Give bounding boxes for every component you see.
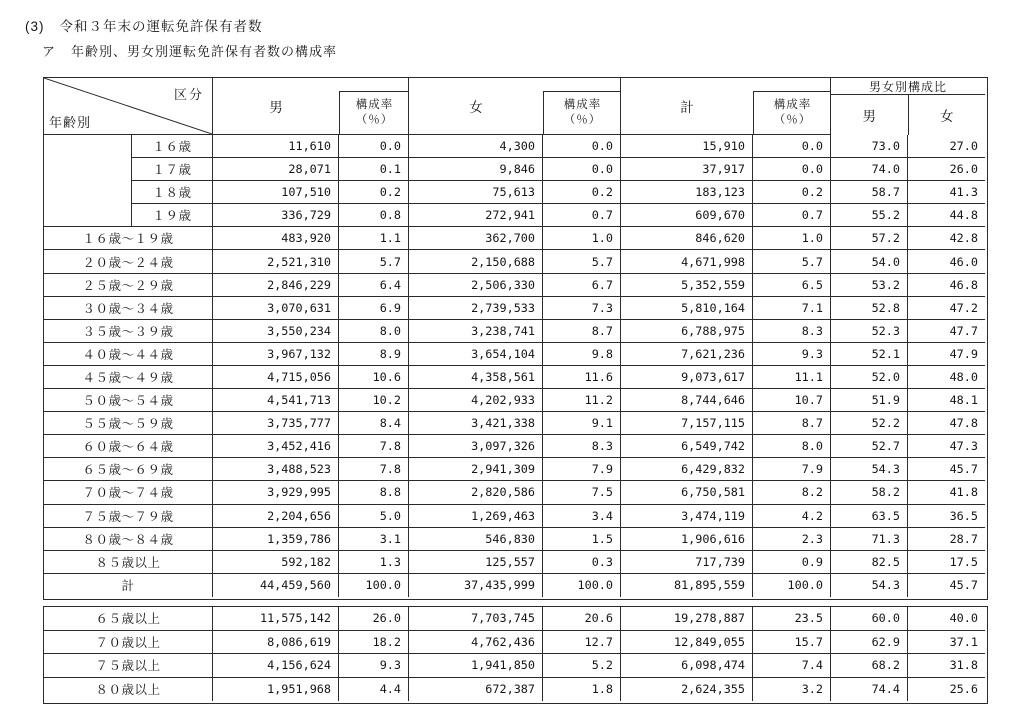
cell-ratio-male: 63.5 [831,505,908,528]
cell-total: 3,474,119 [621,505,753,528]
cell-ratio-male: 74.4 [831,678,908,702]
cell-male-rate: 26.0 [339,607,409,631]
cell-total-rate: 8.3 [753,320,831,343]
cell-total-rate: 5.7 [753,250,831,273]
row-label: １８歳 [132,181,213,204]
sub-heading [42,41,337,60]
cell-total-rate: 23.5 [753,607,831,631]
cell-male: 8,086,619 [213,631,339,655]
cell-total: 717,739 [621,551,753,574]
cell-ratio-female: 48.1 [908,389,985,412]
cell-total-rate: 10.7 [753,389,831,412]
cell-ratio-female: 46.8 [908,274,985,297]
cell-female: 2,506,330 [409,274,543,297]
cell-total-rate: 7.4 [753,654,831,678]
cell-total: 609,670 [621,204,753,227]
cell-female: 4,300 [409,135,543,158]
row-indent-spacer [44,181,132,204]
cell-female: 4,762,436 [409,631,543,655]
cell-female-rate: 1.8 [543,678,621,702]
cell-total: 9,073,617 [621,366,753,389]
cell-female: 7,703,745 [409,607,543,631]
table-row [44,135,987,158]
table-row [44,366,987,389]
cell-ratio-female: 26.0 [908,158,985,181]
cell-male-rate: 5.0 [339,505,409,528]
header-band [213,78,831,135]
cell-total: 15,910 [621,135,753,158]
cell-total: 183,123 [621,181,753,204]
cell-ratio-female: 47.8 [908,412,985,435]
cell-male-rate: 8.4 [339,412,409,435]
cell-ratio-male: 52.3 [831,320,908,343]
gender-ratio-female-header: 女 [940,109,954,124]
cell-total-rate: 9.3 [753,343,831,366]
cell-ratio-female: 42.8 [908,227,985,250]
cell-male-rate: 100.0 [339,574,409,597]
cell-female-rate: 100.0 [543,574,621,597]
rate-text-line2: （％） [773,114,812,126]
cell-female-rate: 0.0 [543,158,621,181]
cell-total: 6,429,832 [621,458,753,481]
cell-female: 2,820,586 [409,481,543,504]
cell-ratio-female: 45.7 [908,458,985,481]
cell-male-rate: 1.3 [339,551,409,574]
cell-ratio-female: 40.0 [908,607,985,631]
cell-female-rate: 5.7 [543,250,621,273]
cell-ratio-female: 47.7 [908,320,985,343]
cell-female-rate: 5.2 [543,654,621,678]
cell-male-rate: 4.4 [339,678,409,702]
row-label: ６０歳～６４歳 [44,435,213,458]
cell-ratio-male: 52.8 [831,297,908,320]
table-corner-cell [44,78,213,135]
row-label: ２０歳～２４歳 [44,250,213,273]
cell-female-rate: 9.8 [543,343,621,366]
cell-total-rate: 2.3 [753,528,831,551]
cell-total: 7,157,115 [621,412,753,435]
row-label: １９歳 [132,204,213,227]
cell-ratio-male: 53.2 [831,274,908,297]
cell-female-rate: 1.0 [543,227,621,250]
cell-male: 1,359,786 [213,528,339,551]
table-row [44,389,987,412]
cell-female: 2,941,309 [409,458,543,481]
header-rate-female [543,91,621,134]
gender-ratio-subheader [831,95,985,135]
cell-ratio-male: 68.2 [831,654,908,678]
cell-male: 3,967,132 [213,343,339,366]
table-row [44,297,987,320]
cell-ratio-female: 36.5 [908,505,985,528]
cell-female-rate: 7.5 [543,481,621,504]
cell-ratio-male: 51.9 [831,389,908,412]
cell-ratio-male: 54.0 [831,250,908,273]
row-label: １７歳 [132,158,213,181]
elderly-summary-table [43,606,988,704]
table-row [44,158,987,181]
row-label: ６５歳以上 [44,607,213,631]
cell-total-rate: 0.2 [753,181,831,204]
cell-female: 3,421,338 [409,412,543,435]
cell-ratio-male: 71.3 [831,528,908,551]
cell-male: 3,550,234 [213,320,339,343]
cell-male: 4,156,624 [213,654,339,678]
row-label: ６５歳～６９歳 [44,458,213,481]
cell-total: 19,278,887 [621,607,753,631]
gender-ratio-male-header: 男 [831,95,909,135]
cell-female: 4,202,933 [409,389,543,412]
cell-male-rate: 0.0 [339,135,409,158]
cell-female: 672,387 [409,678,543,702]
table-row [44,654,987,678]
table-row [44,204,987,227]
cell-total-rate: 0.0 [753,158,831,181]
cell-female-rate: 0.2 [543,181,621,204]
table-row [44,551,987,574]
cell-male-rate: 6.4 [339,274,409,297]
cell-ratio-male: 54.3 [831,574,908,597]
row-indent-spacer [44,158,132,181]
cell-male: 44,459,560 [213,574,339,597]
cell-ratio-female: 45.7 [949,578,978,593]
cell-total: 37,917 [621,158,753,181]
license-holders-table [43,77,988,600]
cell-total: 12,849,055 [621,631,753,655]
cell-male-rate: 7.8 [339,458,409,481]
cell-male-rate: 7.8 [339,435,409,458]
row-label: ３５歳～３９歳 [44,320,213,343]
cell-female: 2,150,688 [409,250,543,273]
cell-ratio-male: 52.1 [831,343,908,366]
cell-male: 3,735,777 [213,412,339,435]
rate-text-line2: （％） [563,114,602,126]
cell-female: 9,846 [409,158,543,181]
cell-female-rate: 20.6 [543,607,621,631]
cell-female-rate: 8.7 [543,320,621,343]
cell-female: 3,654,104 [409,343,543,366]
rate-text-line2: （％） [355,114,394,126]
row-label: １６歳～１９歳 [44,227,213,250]
cell-total-rate: 11.1 [753,366,831,389]
row-label: ８０歳～８４歳 [44,528,213,551]
table-row [44,607,987,631]
rate-text-line1: 構成率 [355,99,394,112]
cell-male: 336,729 [213,204,339,227]
row-label: ５５歳～５９歳 [44,412,213,435]
cell-male: 4,541,713 [213,389,339,412]
cell-male-rate: 0.2 [339,181,409,204]
cell-female: 1,941,850 [409,654,543,678]
cell-total-rate: 8.7 [753,412,831,435]
cell-male: 28,071 [213,158,339,181]
cell-male-rate: 8.9 [339,343,409,366]
cell-total-rate: 8.2 [753,481,831,504]
cell-male: 592,182 [213,551,339,574]
cell-ratio-male: 74.0 [831,158,908,181]
row-label: ４０歳～４４歳 [44,343,213,366]
table-row [44,274,987,297]
cell-ratio-female: 25.6 [949,682,978,697]
cell-female: 125,557 [409,551,543,574]
cell-ratio-male: 58.7 [831,181,908,204]
rate-text-line1: 構成率 [773,99,812,112]
cell-male: 3,452,416 [213,435,339,458]
cell-total: 5,352,559 [621,274,753,297]
table-header [44,78,987,135]
cell-male: 11,610 [213,135,339,158]
cell-male-rate: 0.8 [339,204,409,227]
cell-total: 6,750,581 [621,481,753,504]
cell-ratio-female: 41.8 [908,481,985,504]
table-row [44,320,987,343]
cell-female-rate: 11.6 [543,366,621,389]
table-row [44,458,987,481]
cell-female-rate: 7.3 [543,297,621,320]
cell-male-rate: 5.7 [339,250,409,273]
cell-male: 2,846,229 [213,274,339,297]
corner-division-label: 区分 [173,87,204,102]
cell-ratio-female: 27.0 [908,135,985,158]
cell-male: 3,929,995 [213,481,339,504]
cell-ratio-female: 28.7 [908,528,985,551]
cell-male: 2,204,656 [213,505,339,528]
cell-male-rate: 6.9 [339,297,409,320]
table-row [44,181,987,204]
cell-total-rate: 1.0 [753,227,831,250]
cell-ratio-male: 57.2 [831,227,908,250]
cell-ratio-female: 17.5 [908,551,985,574]
cell-ratio-male: 52.0 [831,366,908,389]
cell-total-rate: 0.0 [753,135,831,158]
cell-male-rate: 0.1 [339,158,409,181]
cell-ratio-male: 55.2 [831,204,908,227]
section-number: (3) [25,19,45,34]
row-indent-spacer [44,204,132,227]
table-row [44,227,987,250]
cell-ratio-female: 41.3 [908,181,985,204]
cell-ratio-female: 48.0 [908,366,985,389]
row-label: ７０歳～７４歳 [44,481,213,504]
cell-male-rate: 10.6 [339,366,409,389]
cell-male: 3,070,631 [213,297,339,320]
table-row [44,631,987,655]
row-label: ７０歳以上 [44,631,213,655]
cell-total: 2,624,355 [621,678,753,702]
cell-female-rate: 8.3 [543,435,621,458]
table-row [44,412,987,435]
row-label: ２５歳～２９歳 [44,274,213,297]
cell-ratio-male: 60.0 [831,607,908,631]
table-row [44,343,987,366]
rate-text-line1: 構成率 [563,99,602,112]
cell-total-rate: 7.9 [753,458,831,481]
cell-ratio-female: 46.0 [908,250,985,273]
gender-ratio-title: 男女別構成比 [831,78,985,95]
cell-male: 1,951,968 [213,678,339,702]
cell-female: 272,941 [409,204,543,227]
cell-female-rate: 6.7 [543,274,621,297]
row-label: ８５歳以上 [44,551,213,574]
cell-ratio-female: 47.2 [908,297,985,320]
cell-total-rate: 100.0 [753,574,831,597]
cell-female-rate: 7.9 [543,458,621,481]
table-row [44,435,987,458]
cell-male-rate: 9.3 [339,654,409,678]
cell-total: 846,620 [621,227,753,250]
cell-female-rate: 3.4 [543,505,621,528]
cell-female: 546,830 [409,528,543,551]
cell-female-rate: 0.0 [543,135,621,158]
cell-male-rate: 18.2 [339,631,409,655]
cell-ratio-female: 47.3 [908,435,985,458]
cell-female-rate: 1.5 [543,528,621,551]
table-row [44,250,987,273]
row-indent-spacer [44,135,132,158]
cell-total-rate: 6.5 [753,274,831,297]
cell-ratio-male: 82.5 [831,551,908,574]
cell-male-rate: 1.1 [339,227,409,250]
section-heading [25,15,263,35]
header-female: 女 [469,100,483,115]
header-rate-total [753,91,831,134]
header-total: 計 [680,100,694,115]
cell-ratio-male: 58.2 [831,481,908,504]
cell-ratio-male: 62.9 [831,631,908,655]
table-row [44,528,987,551]
cell-total-rate: 8.0 [753,435,831,458]
cell-female-rate: 12.7 [543,631,621,655]
gender-ratio-group [831,78,985,135]
row-label: ８０歳以上 [44,678,213,702]
table-body [44,607,987,701]
cell-male: 3,488,523 [213,458,339,481]
cell-total: 8,744,646 [621,389,753,412]
cell-total: 1,906,616 [621,528,753,551]
cell-total-rate: 7.1 [753,297,831,320]
cell-female-rate: 9.1 [543,412,621,435]
cell-total-rate: 4.2 [753,505,831,528]
table-row [44,505,987,528]
cell-female: 3,238,741 [409,320,543,343]
cell-total-rate: 15.7 [753,631,831,655]
section-title: 令和３年末の運転免許保有者数 [59,19,263,34]
cell-male: 2,521,310 [213,250,339,273]
table-row [44,481,987,504]
cell-ratio-male: 73.0 [831,135,908,158]
cell-female: 4,358,561 [409,366,543,389]
cell-female: 3,097,326 [409,435,543,458]
cell-female-rate: 0.3 [543,551,621,574]
cell-total: 7,621,236 [621,343,753,366]
sub-title: 年齢別、男女別運転免許保有者数の構成率 [71,44,338,59]
cell-total: 4,671,998 [621,250,753,273]
cell-female: 362,700 [409,227,543,250]
cell-male-rate: 3.1 [339,528,409,551]
row-label: １６歳 [132,135,213,158]
header-male: 男 [269,100,283,115]
row-label: 計 [44,574,213,597]
table-body [44,135,987,597]
cell-female: 37,435,999 [409,574,543,597]
cell-ratio-male: 52.2 [831,412,908,435]
header-rate-male [339,91,409,134]
row-label: ５０歳～５４歳 [44,389,213,412]
cell-ratio-female: 37.1 [908,631,985,655]
cell-male: 4,715,056 [213,366,339,389]
cell-total: 81,895,559 [621,574,753,597]
cell-total: 6,788,975 [621,320,753,343]
cell-ratio-female: 44.8 [908,204,985,227]
cell-male: 11,575,142 [213,607,339,631]
sub-label: ア [42,44,57,59]
cell-male: 107,510 [213,181,339,204]
cell-ratio-female: 31.8 [908,654,985,678]
cell-total: 5,810,164 [621,297,753,320]
row-label: ４５歳～４９歳 [44,366,213,389]
cell-total-rate: 0.9 [753,551,831,574]
cell-female-rate: 11.2 [543,389,621,412]
table-row [44,574,987,597]
cell-ratio-female: 47.9 [908,343,985,366]
cell-ratio-male: 52.7 [831,435,908,458]
cell-total-rate: 3.2 [753,678,831,702]
cell-male-rate: 10.2 [339,389,409,412]
cell-ratio-male: 54.3 [831,458,908,481]
row-label: ７５歳以上 [44,654,213,678]
corner-age-label: 年齢別 [49,115,92,130]
cell-female: 1,269,463 [409,505,543,528]
cell-male-rate: 8.8 [339,481,409,504]
cell-female-rate: 0.7 [543,204,621,227]
cell-female: 2,739,533 [409,297,543,320]
cell-total: 6,098,474 [621,654,753,678]
row-label: ３０歳～３４歳 [44,297,213,320]
row-label: ７５歳～７９歳 [44,505,213,528]
table-row [44,678,987,702]
cell-female: 75,613 [409,181,543,204]
cell-total: 6,549,742 [621,435,753,458]
cell-male-rate: 8.0 [339,320,409,343]
cell-male: 483,920 [213,227,339,250]
cell-total-rate: 0.7 [753,204,831,227]
